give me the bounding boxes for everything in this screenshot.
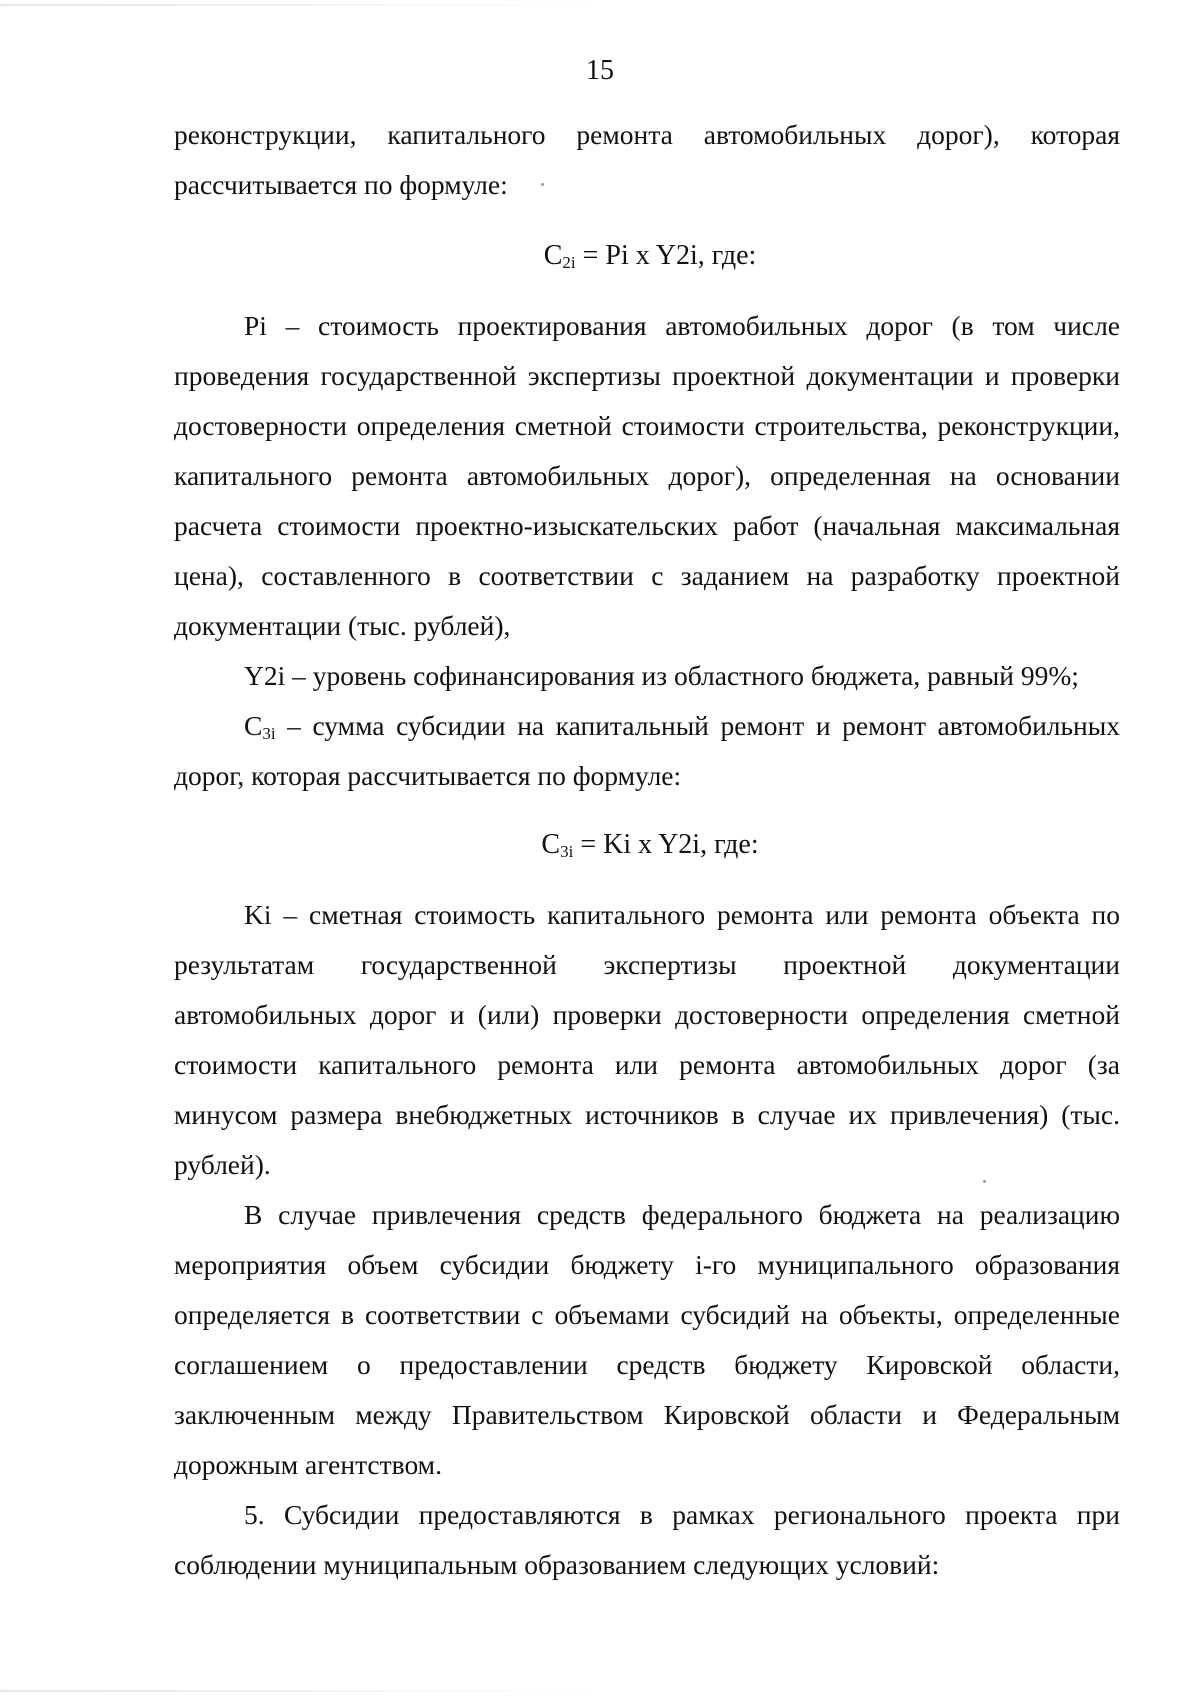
c3i-description: – сумма субсидии на капитальный ремонт и ремонт автомобильных дорог, которая рассчитывается по формуле: [174,710,1120,791]
formula-c3i-rhs: = Ki x Y2i, где: [573,829,759,860]
formula-c3i [0,829,1200,861]
formula-c2i-lhs: C [543,240,563,271]
scan-artifact-bottom [0,1690,600,1692]
paragraph-continuation [174,110,1120,210]
formula-c2i [0,240,1200,272]
paragraph-federal-budget: В случае привлечения средств федерального бюджета на реализацию мероприятия объем субсидии бюджету i-го муниципального образования определяется в соответствии с объемами субсидий на объекты, определенные соглашением о предоставлении средств бюджету Кировской области, заключенным между Правительством Кировской области и Федеральным дорожным агентством. [174,1199,1120,1480]
body-block [174,890,1120,1590]
formula-c3i-lhs: C [541,829,561,860]
definitions-block [174,301,1120,801]
formula-c2i-rhs: = Pi x Y2i, где: [575,240,757,271]
c3i-symbol: C [244,710,263,741]
paragraph-ki-definition: Ki – сметная стоимость капитального ремонта или ремонта объекта по результатам государственной экспертизы проектной документации автомобильных дорог и (или) проверки достоверности определения сметной стоимости капитального ремонта или ремонта автомобильных дорог (за минусом размера внебюджетных источников в случае их привлечения) (тыс. рублей). [174,899,1120,1180]
scan-artifact-top [0,4,600,6]
scan-speck [983,1180,986,1183]
formula-c3i-subscript: 3i [560,842,574,861]
paragraph-y2i-definition: Y2i – уровень софинансирования из областного бюджета, равный 99%; [244,660,1079,691]
page-number: 15 [586,55,614,86]
formula-c2i-subscript: 2i [562,253,576,272]
paragraph-c3i-definition [174,701,1120,801]
paragraph-item-5: 5. Субсидии предоставляются в рамках регионального проекта при соблюдении муниципальным образованием следующих условий: [174,1499,1120,1580]
paragraph-pi-definition: Pi – стоимость проектирования автомобильных дорог (в том числе проведения государственной экспертизы проектной документации и проверки достоверности определения сметной стоимости строительства, реконструкции, капитального ремонта автомобильных дорог), определенная на основании расчета стоимости проектно-изыскательских работ (начальная максимальная цена), составленного в соответствии с заданием на разработку проектной документации (тыс. рублей), [174,310,1120,641]
paragraph-1: реконструкции, капитального ремонта автомобильных дорог), которая рассчитывается по формуле: [174,119,1120,200]
scan-speck [541,183,544,186]
c3i-subscript: 3i [262,724,276,743]
